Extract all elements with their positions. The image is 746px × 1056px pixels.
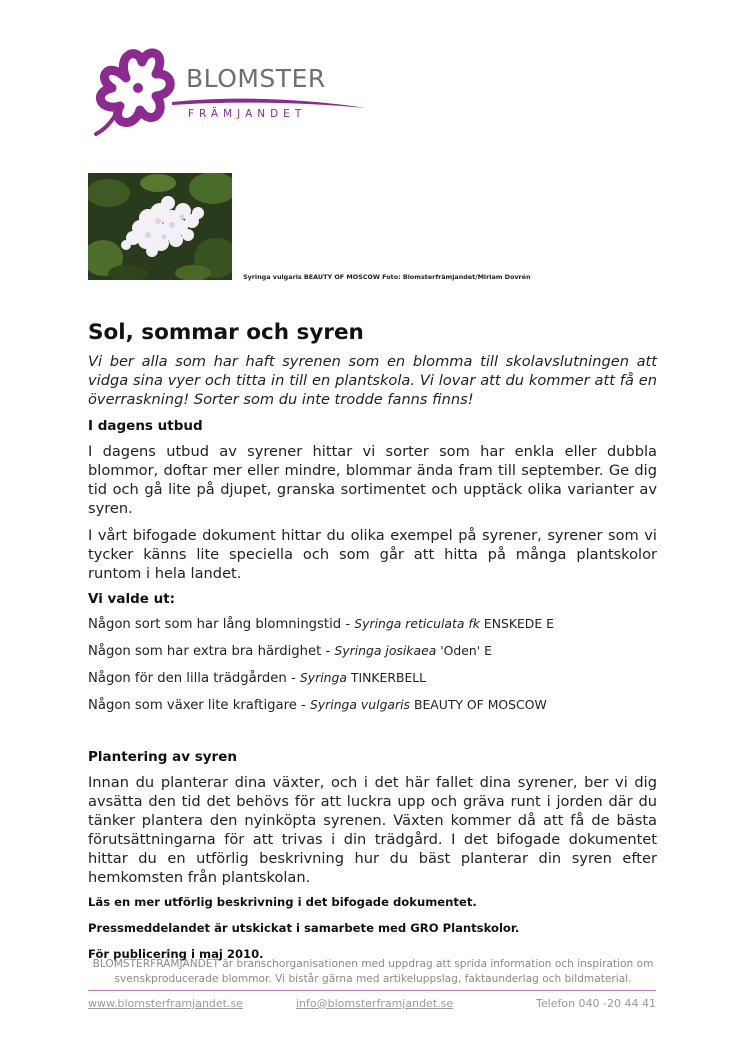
brand-logo xyxy=(86,44,366,134)
list-item: Någon för den lilla trädgården - Syringa TINKERBELL xyxy=(88,670,427,686)
paragraph-plantering: Innan du planterar dina växter, och i det här fallet dina syrener, ber vi dig avsätta den tid det behövs för att luckra upp och gräva runt i jorden där du tänker plantera den nyinköpta syrenen. Växten kommer då att få de bästa förutsättningarna för att trivas i din trädgård. I det bifogade dokumentet hittar du en utförlig beskrivning hur du bäst planterar din syren efter hemkomsten från plantskolan. xyxy=(88,774,657,886)
photo-caption: Syringa vulgaris BEAUTY OF MOSCOW Foto: Blomsterfrämjandet/Miriam Dovrén xyxy=(243,273,531,281)
note-read-more: Läs en mer utförlig beskrivning i det bifogade dokumentet. xyxy=(88,895,477,909)
paragraph-utbud-1: I dagens utbud av syrener hittar vi sorter som har enkla eller dubbla blommor, doftar mer eller mindre, blommar ända fram till september. Ge dig tid och gå lite på djupet, granska sortimentet och upptäck olika varianter av syren. xyxy=(88,443,657,517)
logo-subtitle: FRÄMJANDET xyxy=(188,108,307,120)
footer-contact xyxy=(88,997,656,1013)
page-title: Sol, sommar och syren xyxy=(88,320,364,345)
note-press-release: Pressmeddelandet är utskickat i samarbete med GRO Plantskolor. xyxy=(88,921,520,935)
list-item: Någon som växer lite kraftigare - Syringa vulgaris BEAUTY OF MOSCOW xyxy=(88,697,547,713)
website-link[interactable]: www.blomsterframjandet.se xyxy=(88,997,243,1010)
lead-paragraph: Vi ber alla som har haft syrenen som en blomma till skolavslutningen att vidga sina vyer och titta in till en plantskola. Vi lovar att du kommer att få en överraskning! Sorter som du inte trodde fanns finns! xyxy=(88,353,657,408)
footer-divider xyxy=(88,990,656,991)
note-publication-date: För publicering i maj 2010. xyxy=(88,947,264,961)
phone-number: Telefon 040 -20 44 41 xyxy=(536,997,656,1010)
logo-word: BLOMSTER xyxy=(186,64,326,93)
flower-logo-icon xyxy=(86,44,184,136)
email-link[interactable]: info@blomsterframjandet.se xyxy=(296,997,454,1010)
section-heading-vi-valde-ut: Vi valde ut: xyxy=(88,591,176,607)
article xyxy=(88,320,657,973)
list-item: Någon sort som har lång blomningstid - Syringa reticulata fk ENSKEDE E xyxy=(88,616,554,632)
section-heading-plantering: Plantering av syren xyxy=(88,749,237,765)
lilac-photo xyxy=(88,173,232,280)
list-item: Någon som har extra bra härdighet - Syringa josikaea 'Oden' E xyxy=(88,643,492,659)
section-heading-utbud: I dagens utbud xyxy=(88,418,203,434)
paragraph-utbud-2: I vårt bifogade dokument hittar du olika exempel på syrener, syrener som vi tycker känns lite speciella och som går att hitta på många plantskolor runtom i hela landet. xyxy=(88,527,657,582)
footer-organisation-info: BLOMSTERFRÄMJANDET är branschorganisationen med uppdrag att sprida information och inspiration om svenskproducerade blommor. Vi bistår gärna med artikeluppslag, faktaunderlag och bildmaterial. xyxy=(92,958,654,985)
